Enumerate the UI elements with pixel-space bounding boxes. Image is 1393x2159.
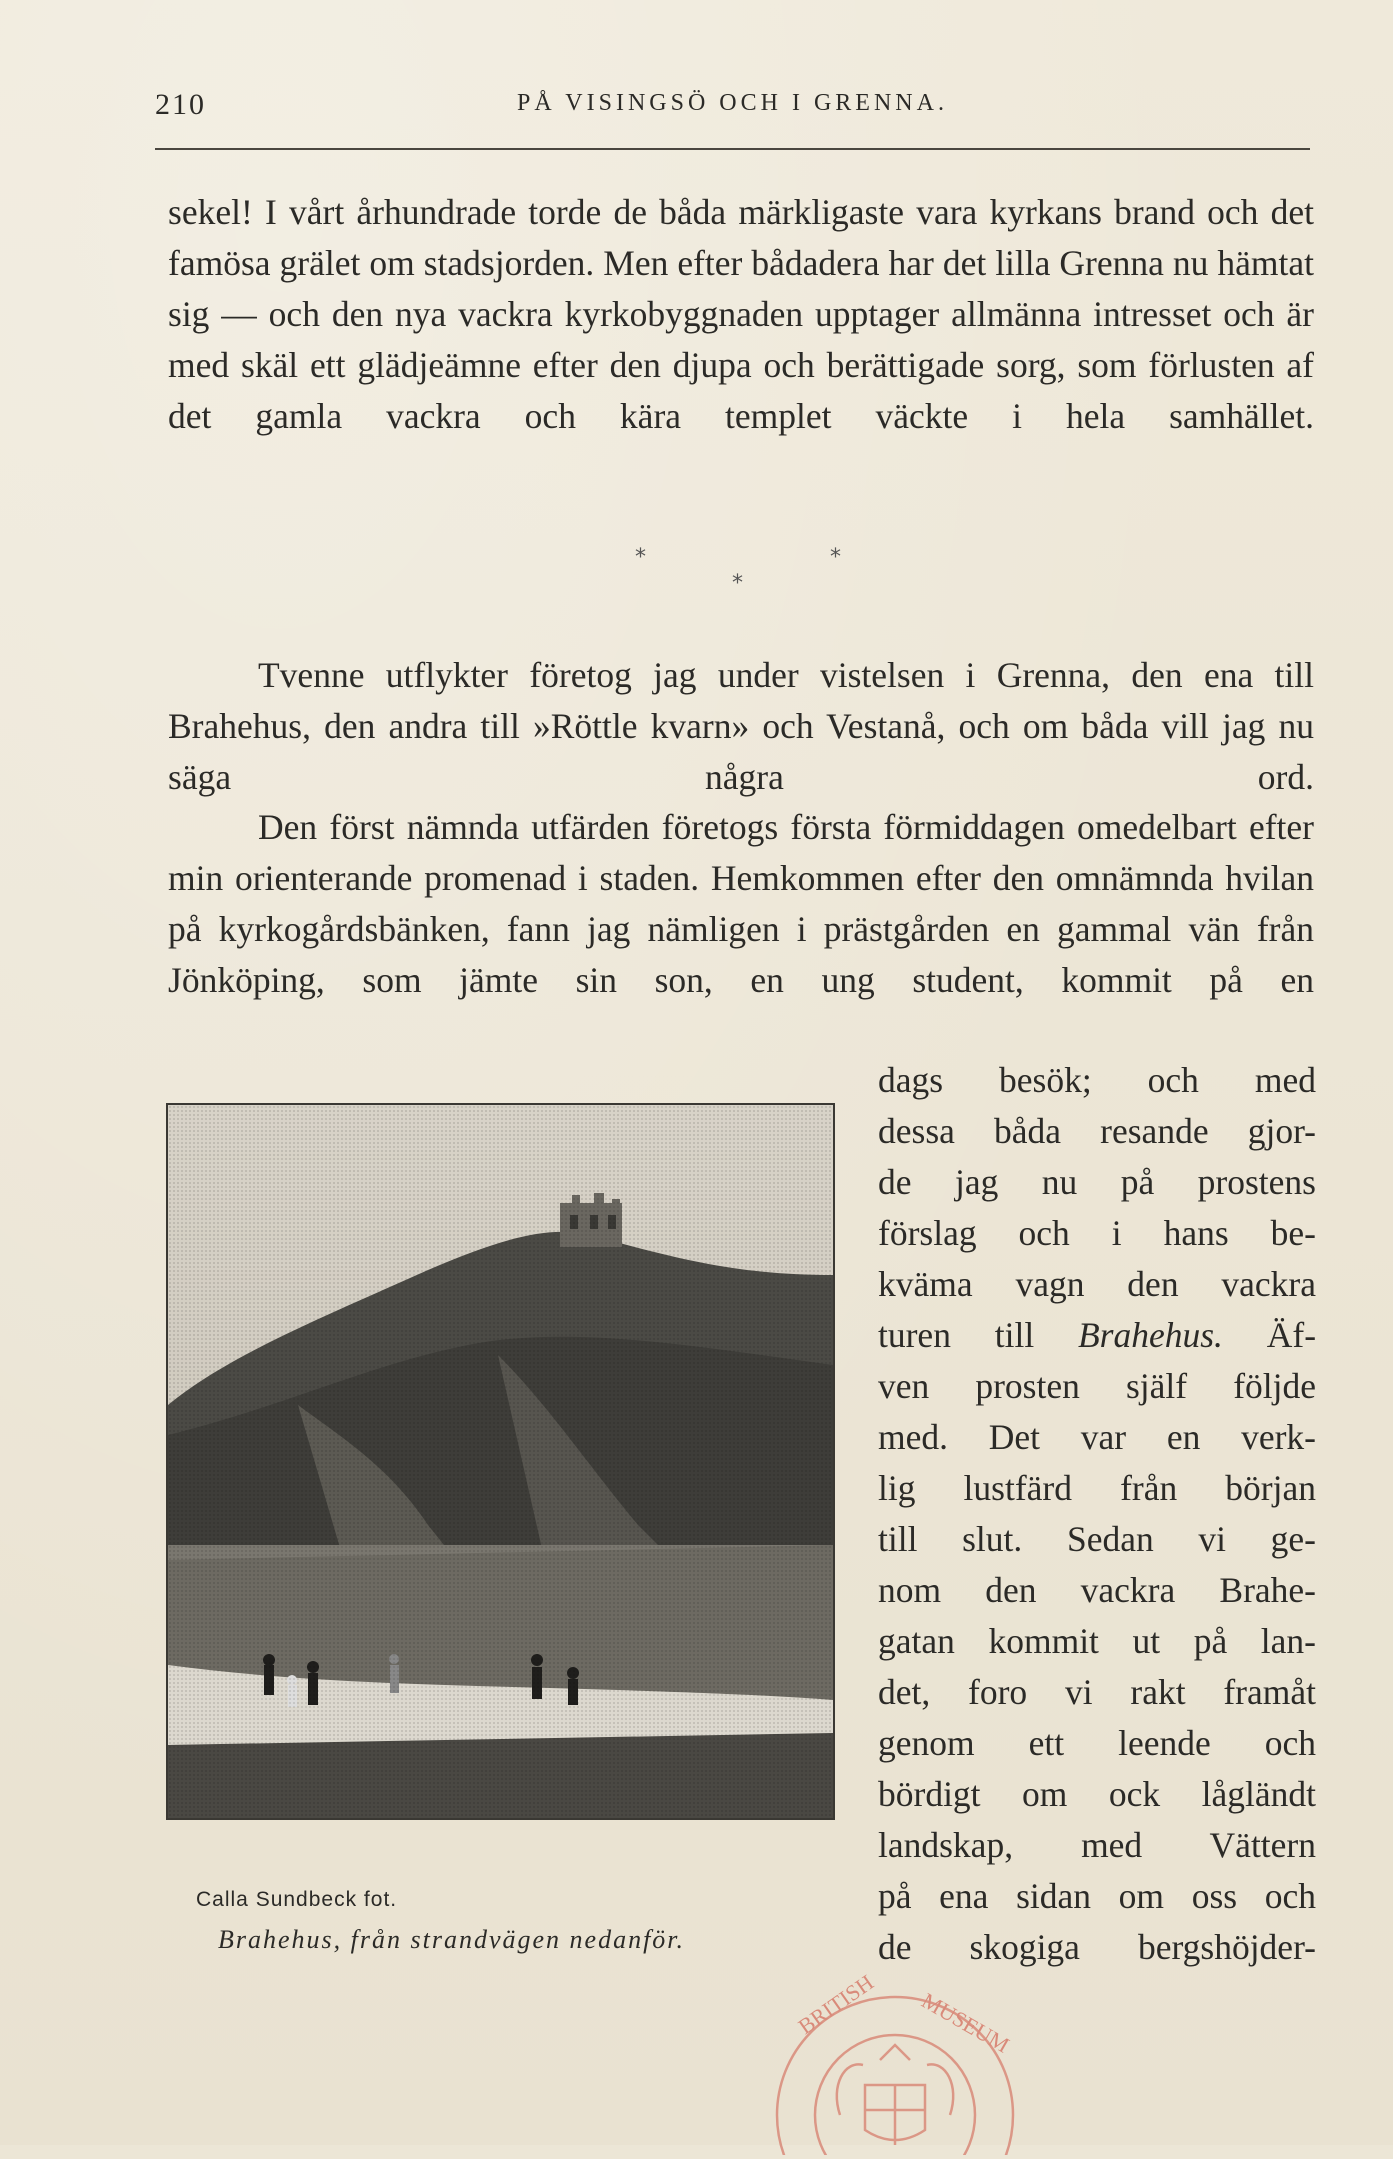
column-line: förslag och i hans be- <box>878 1213 1316 1253</box>
library-stamp <box>745 1965 1045 2155</box>
svg-text:MUSEUM: MUSEUM <box>917 1987 1014 2058</box>
running-head: PÅ VISINGSÖ OCH I GRENNA. <box>517 90 948 116</box>
page-number: 210 <box>155 88 206 121</box>
column-line: nom den vackra Brahe- <box>878 1570 1316 1610</box>
section-break <box>600 545 880 605</box>
column-line: de jag nu på prostens <box>878 1162 1316 1202</box>
halftone-photograph <box>166 1103 835 1820</box>
column-line-with-italic <box>878 1310 1316 1361</box>
column-line: kväma vagn den vackra <box>878 1264 1316 1304</box>
photo-credit: Calla Sundbeck fot. <box>196 1888 398 1911</box>
line-text: Äf- <box>1266 1315 1317 1355</box>
wrapped-column-text <box>878 1055 1316 1973</box>
paragraph-3: Den först nämnda utfärden företogs första förmiddagen omedelbart efter min orienterande promenad i staden. Hemkommen efter den omnämnda hvilan på kyrkogårdsbänken, fann jag nämligen i prästgården en gammal vän från Jönköping, som jämte sin son, en ung student, kommit på en <box>168 807 1314 1000</box>
column-line: dags besök; och med <box>878 1060 1316 1100</box>
column-line: de skogiga bergshöjder- <box>878 1927 1316 1967</box>
asterisk: * <box>635 545 646 570</box>
column-line: ven prosten själf följde <box>878 1366 1316 1406</box>
photo-brahehus-ruin <box>168 1105 833 1818</box>
header-rule <box>155 148 1310 150</box>
column-line: bördigt om ock lågländt <box>878 1774 1316 1814</box>
page-header <box>155 88 1310 128</box>
column-line: till slut. Sedan vi ge- <box>878 1519 1316 1559</box>
column-line: gatan kommit ut på lan- <box>878 1621 1316 1661</box>
svg-text:BRITISH: BRITISH <box>793 1969 878 2040</box>
column-line: landskap, med Vättern <box>878 1825 1316 1865</box>
asterisk: * <box>830 545 841 570</box>
place-name-italic: Brahehus. <box>1077 1315 1223 1355</box>
column-line: det, foro vi rakt framåt <box>878 1672 1316 1712</box>
line-text: turen till <box>878 1315 1035 1355</box>
column-line: lig lustfärd från början <box>878 1468 1316 1508</box>
paragraph-1: sekel! I vårt århundrade torde de båda märkligaste vara kyrkans brand och det famösa grälet om stadsjorden. Men efter bådadera har det lilla Grenna nu hämtat sig — och den nya vackra kyrkobyggnaden upptager allmänna intresset och är med skäl ett glädjeämne efter den djupa och berättigade sorg, som förlusten af det gamla vackra och kära templet väckte i hela samhället. <box>168 192 1314 436</box>
asterisk: * <box>732 571 743 596</box>
column-line: dessa båda resande gjor- <box>878 1111 1316 1151</box>
paragraph-2: Tvenne utflykter företog jag under vistelsen i Grenna, den ena till Brahehus, den andra till »Röttle kvarn» och Vestanå, och om båda vill jag nu säga några ord. <box>168 655 1314 797</box>
british-museum-stamp-seal <box>745 1965 1045 2155</box>
figure-caption: Brahehus, från strandvägen nedanför. <box>218 1925 686 1954</box>
column-line: genom ett leende och <box>878 1723 1316 1763</box>
column-line: med. Det var en verk- <box>878 1417 1316 1457</box>
column-line: på ena sidan om oss och <box>878 1876 1316 1916</box>
